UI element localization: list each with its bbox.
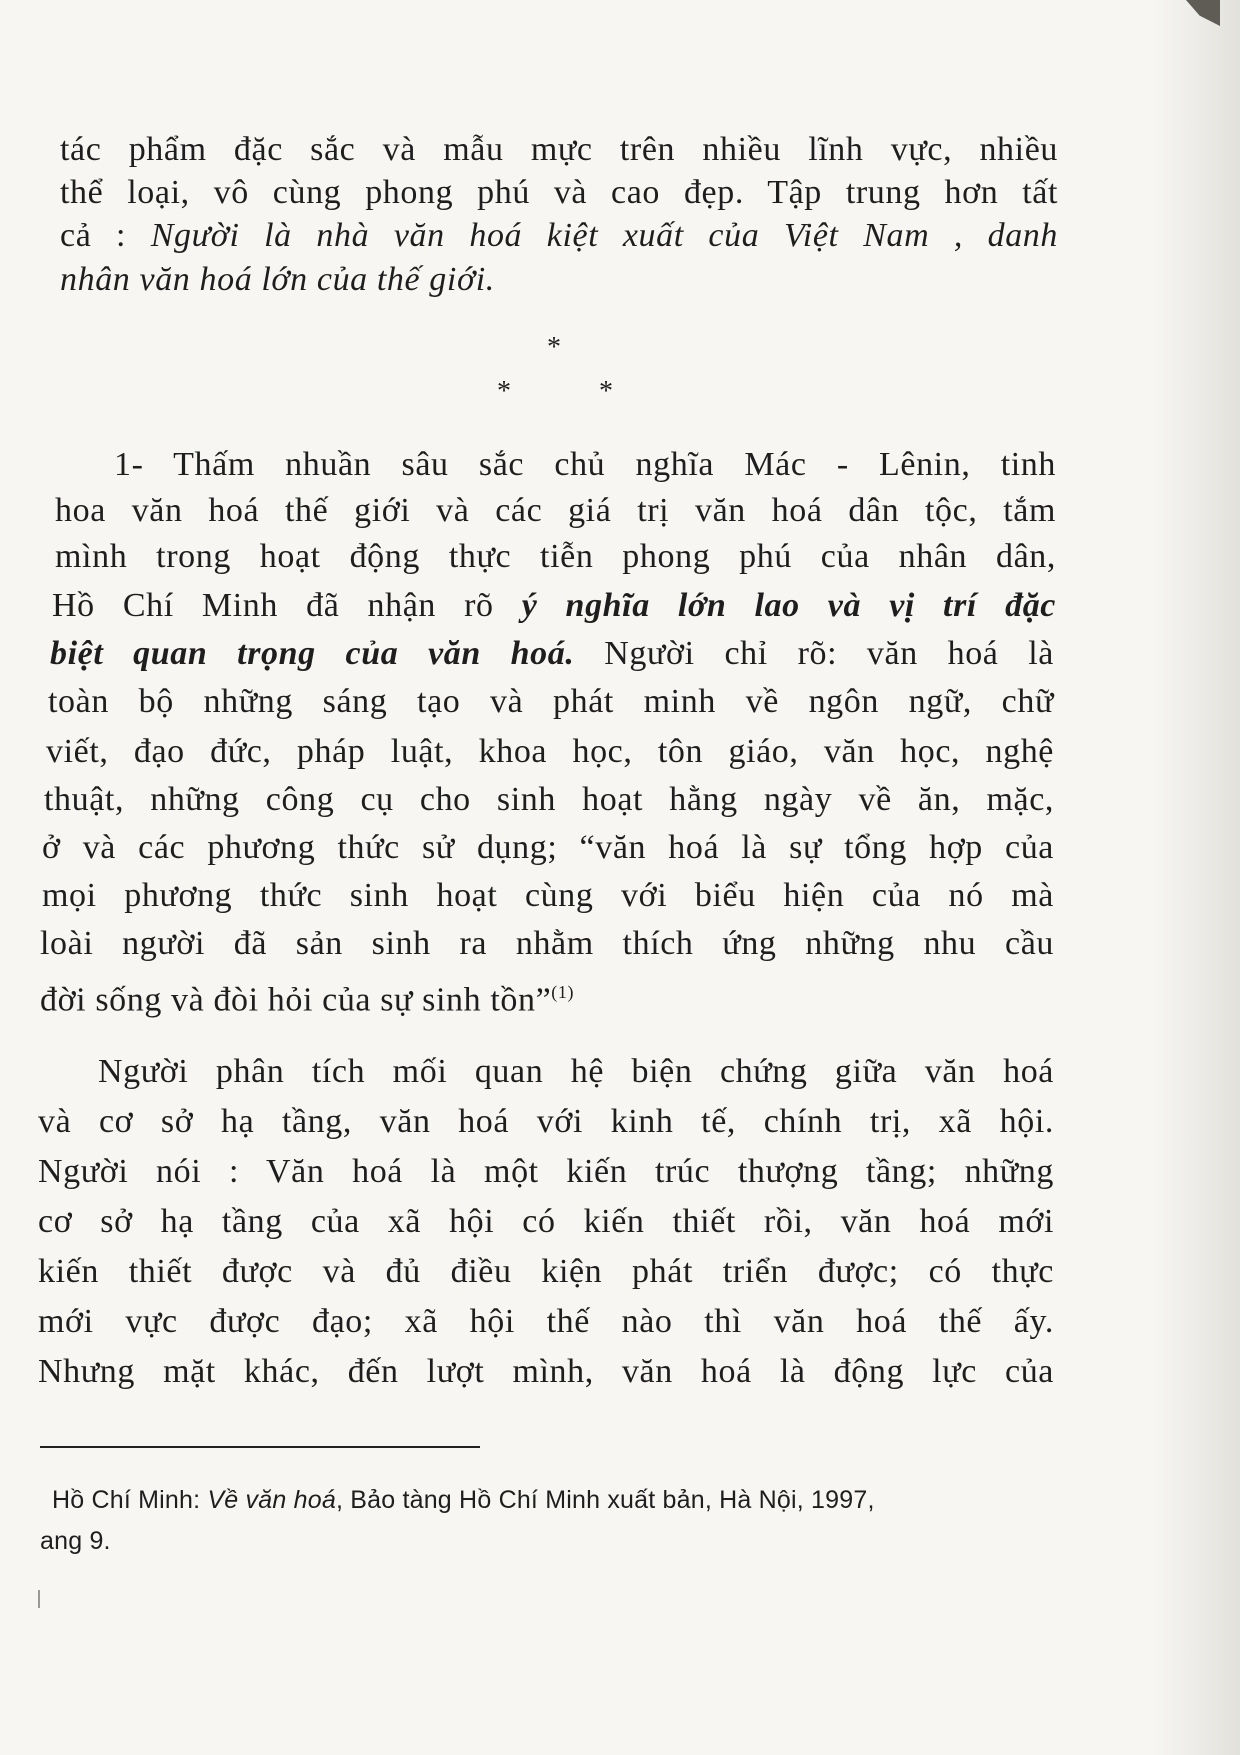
body-line bbox=[50, 634, 1054, 674]
page-edge-shadow bbox=[1150, 0, 1240, 1755]
body-line: viết, đạo đức, pháp luật, khoa học, tôn giáo, văn học, nghệ bbox=[46, 733, 1054, 770]
footnote-text: Hồ Chí Minh: bbox=[52, 1486, 208, 1514]
body-line bbox=[52, 586, 1056, 626]
footnote-divider bbox=[40, 1446, 480, 1448]
body-line: tác phẩm đặc sắc và mẫu mực trên nhiều lĩnh vực, nhiều bbox=[60, 131, 1058, 168]
body-line: mới vực được đạo; xã hội thế nào thì văn hoá thế ấy. bbox=[38, 1303, 1054, 1340]
body-line: ở và các phương thức sử dụng; “văn hoá là sự tổng hợp của bbox=[42, 829, 1054, 866]
footnote-line bbox=[52, 1485, 875, 1515]
body-line: thuật, những công cụ cho sinh hoạt hằng ngày về ăn, mặc, bbox=[44, 781, 1054, 818]
separator-star: * bbox=[547, 332, 561, 363]
body-line bbox=[60, 216, 1058, 256]
body-line: và cơ sở hạ tầng, văn hoá với kinh tế, chính trị, xã hội. bbox=[38, 1103, 1054, 1140]
body-line: Người nói : Văn hoá là một kiến trúc thượng tầng; những bbox=[38, 1153, 1054, 1190]
body-line: cơ sở hạ tầng của xã hội có kiến thiết rồi, văn hoá mới bbox=[38, 1203, 1054, 1240]
footnote-text: , Bảo tàng Hồ Chí Minh xuất bản, Hà Nội, 1997, bbox=[335, 1486, 875, 1514]
footnote-reference: (1) bbox=[551, 982, 575, 1002]
body-line: hoa văn hoá thế giới và các giá trị văn hoá dân tộc, tắm bbox=[55, 492, 1056, 529]
bold-emphasis-text: ý nghĩa lớn lao và vị trí đặc bbox=[521, 587, 1056, 624]
body-text: cả : bbox=[60, 217, 151, 254]
bold-emphasis-text: biệt quan trọng của văn hoá. bbox=[50, 635, 575, 672]
body-line: toàn bộ những sáng tạo và phát minh về ngôn ngữ, chữ bbox=[48, 683, 1054, 720]
emphasis-text: nhân văn hoá lớn của thế giới. bbox=[60, 261, 495, 298]
body-line: mọi phương thức sinh hoạt cùng với biểu hiện của nó mà bbox=[42, 877, 1054, 914]
body-line: Người phân tích mối quan hệ biện chứng giữa văn hoá bbox=[98, 1053, 1054, 1090]
scan-edge-mark bbox=[38, 1590, 40, 1608]
body-line: Nhưng mặt khác, đến lượt mình, văn hoá là động lực của bbox=[38, 1353, 1054, 1390]
separator-star: * bbox=[599, 376, 613, 407]
separator-star: * bbox=[497, 376, 511, 407]
body-line: thể loại, vô cùng phong phú và cao đẹp. Tập trung hơn tất bbox=[60, 174, 1058, 211]
body-text: đời sống và đòi hỏi của sự sinh tồn” bbox=[40, 981, 552, 1019]
emphasis-text: Người là nhà văn hoá kiệt xuất của Việt Nam , danh bbox=[150, 217, 1058, 254]
body-line: 1- Thấm nhuần sâu sắc chủ nghĩa Mác - Lênin, tinh bbox=[114, 446, 1056, 483]
footnote-line: ang 9. bbox=[40, 1527, 111, 1555]
body-line: mình trong hoạt động thực tiễn phong phú của nhân dân, bbox=[55, 538, 1056, 575]
footnote-title: Về văn hoá bbox=[207, 1486, 336, 1514]
body-line bbox=[40, 972, 574, 1020]
body-line bbox=[60, 260, 495, 300]
body-text: Người chỉ rõ: văn hoá là bbox=[574, 635, 1054, 672]
body-line: kiến thiết được và đủ điều kiện phát triển được; có thực bbox=[38, 1253, 1054, 1290]
body-text: Hồ Chí Minh đã nhận rõ bbox=[52, 587, 522, 624]
body-line: loài người đã sản sinh ra nhằm thích ứng những nhu cầu bbox=[40, 925, 1054, 962]
